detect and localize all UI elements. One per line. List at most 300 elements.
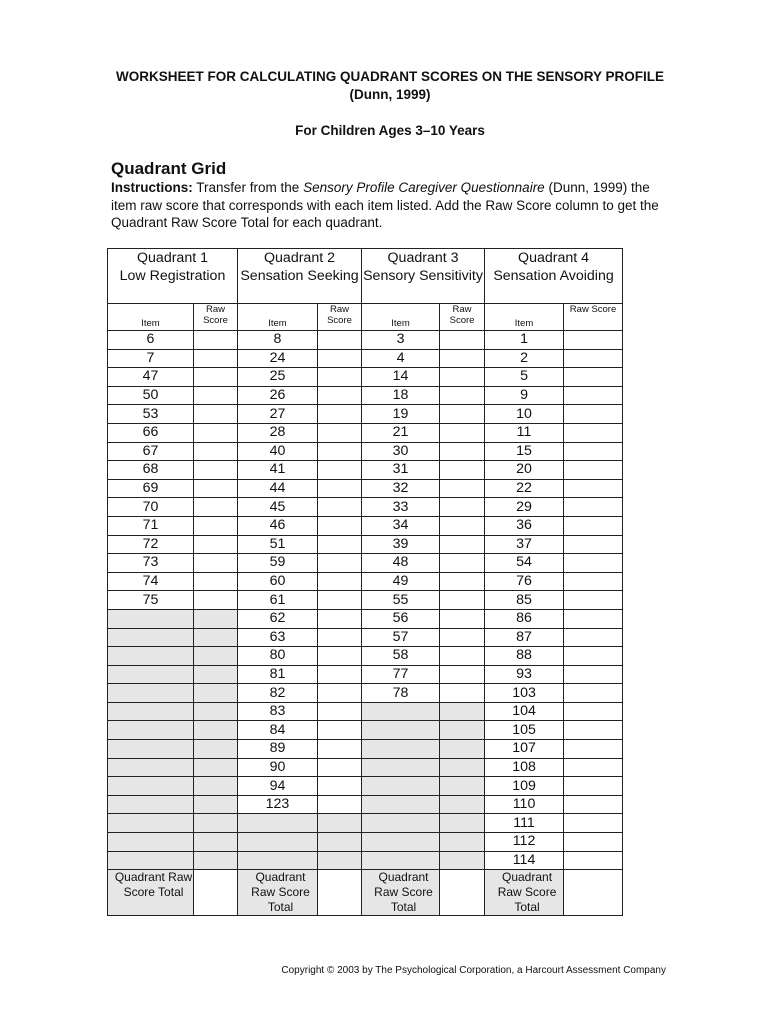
raw-score-column-header: Raw Score	[318, 304, 362, 331]
raw-score-cell	[440, 721, 485, 740]
raw-score-cell[interactable]	[564, 591, 623, 610]
raw-score-cell[interactable]	[564, 554, 623, 573]
item-cell: 55	[362, 591, 440, 610]
raw-score-cell[interactable]	[564, 331, 623, 350]
item-cell: 58	[362, 647, 440, 666]
item-cell: 90	[238, 758, 318, 777]
item-cell: 80	[238, 647, 318, 666]
raw-score-cell[interactable]	[194, 461, 238, 480]
raw-score-cell[interactable]	[440, 331, 485, 350]
table-row	[108, 628, 623, 647]
raw-score-cell[interactable]	[564, 628, 623, 647]
raw-score-cell[interactable]	[564, 535, 623, 554]
raw-score-cell[interactable]	[440, 609, 485, 628]
item-cell	[108, 814, 194, 833]
table-row	[108, 572, 623, 591]
raw-score-cell	[194, 609, 238, 628]
item-cell: 84	[238, 721, 318, 740]
item-cell: 107	[485, 740, 564, 759]
raw-score-cell[interactable]	[318, 423, 362, 442]
raw-score-cell	[194, 665, 238, 684]
item-cell: 59	[238, 554, 318, 573]
raw-score-cell[interactable]	[440, 665, 485, 684]
item-column-header: Item	[238, 304, 318, 331]
quadrant-1-header	[108, 249, 238, 304]
raw-score-cell	[194, 684, 238, 703]
item-cell: 60	[238, 572, 318, 591]
raw-score-cell	[318, 833, 362, 852]
item-cell: 39	[362, 535, 440, 554]
raw-score-cell[interactable]	[564, 442, 623, 461]
item-cell: 33	[362, 498, 440, 517]
item-cell: 83	[238, 702, 318, 721]
item-cell	[238, 833, 318, 852]
raw-score-cell[interactable]	[318, 386, 362, 405]
item-column-header: Item	[108, 304, 194, 331]
raw-score-cell[interactable]	[564, 572, 623, 591]
raw-score-cell	[318, 814, 362, 833]
raw-score-cell	[440, 851, 485, 870]
raw-score-column-header: Raw Score	[440, 304, 485, 331]
raw-score-cell[interactable]	[318, 758, 362, 777]
item-cell: 123	[238, 795, 318, 814]
table-row	[108, 386, 623, 405]
item-cell	[362, 795, 440, 814]
item-cell	[108, 777, 194, 796]
total-value-cell[interactable]	[318, 870, 362, 916]
item-cell	[108, 721, 194, 740]
item-cell: 71	[108, 516, 194, 535]
item-cell: 51	[238, 535, 318, 554]
raw-score-cell[interactable]	[564, 498, 623, 517]
item-cell: 8	[238, 331, 318, 350]
raw-score-cell[interactable]	[318, 628, 362, 647]
raw-score-cell	[440, 795, 485, 814]
item-cell: 49	[362, 572, 440, 591]
table-row	[108, 405, 623, 424]
item-cell: 4	[362, 349, 440, 368]
raw-score-cell[interactable]	[440, 386, 485, 405]
item-cell: 2	[485, 349, 564, 368]
raw-score-cell[interactable]	[564, 740, 623, 759]
item-cell: 30	[362, 442, 440, 461]
raw-score-cell[interactable]	[440, 591, 485, 610]
item-cell	[362, 777, 440, 796]
item-cell	[108, 702, 194, 721]
raw-score-cell[interactable]	[194, 516, 238, 535]
total-label: Quadrant Raw Score Total	[362, 870, 440, 916]
item-cell: 5	[485, 368, 564, 387]
item-cell	[362, 833, 440, 852]
raw-score-cell[interactable]	[318, 554, 362, 573]
total-label: Quadrant Raw Score Total	[485, 870, 564, 916]
quadrant-name: Quadrant 4	[518, 250, 590, 266]
table-row	[108, 740, 623, 759]
raw-score-cell[interactable]	[564, 423, 623, 442]
item-cell: 86	[485, 609, 564, 628]
item-cell	[362, 851, 440, 870]
table-row	[108, 777, 623, 796]
raw-score-cell[interactable]	[564, 386, 623, 405]
item-cell: 46	[238, 516, 318, 535]
raw-score-cell	[440, 814, 485, 833]
raw-score-cell[interactable]	[318, 795, 362, 814]
item-cell: 28	[238, 423, 318, 442]
item-cell: 114	[485, 851, 564, 870]
table-row	[108, 851, 623, 870]
raw-score-cell[interactable]	[440, 516, 485, 535]
worksheet-subtitle: For Children Ages 3–10 Years	[295, 123, 485, 138]
table-row	[108, 368, 623, 387]
raw-score-cell[interactable]	[194, 554, 238, 573]
item-cell	[108, 684, 194, 703]
raw-score-cell	[440, 740, 485, 759]
item-cell: 56	[362, 609, 440, 628]
raw-score-cell[interactable]	[194, 423, 238, 442]
quadrant-3-header	[362, 249, 485, 304]
item-cell: 44	[238, 479, 318, 498]
item-cell: 89	[238, 740, 318, 759]
item-cell: 82	[238, 684, 318, 703]
item-cell: 78	[362, 684, 440, 703]
item-cell	[108, 609, 194, 628]
total-value-cell[interactable]	[440, 870, 485, 916]
raw-score-cell	[194, 777, 238, 796]
raw-score-cell[interactable]	[194, 535, 238, 554]
quadrant-label: Low Registration	[119, 268, 226, 284]
item-cell: 24	[238, 349, 318, 368]
raw-score-cell[interactable]	[194, 591, 238, 610]
item-cell: 70	[108, 498, 194, 517]
item-cell: 36	[485, 516, 564, 535]
item-cell	[362, 702, 440, 721]
item-cell: 15	[485, 442, 564, 461]
item-cell: 54	[485, 554, 564, 573]
table-row	[108, 702, 623, 721]
quadrant-label: Sensation Seeking	[240, 268, 359, 284]
raw-score-cell[interactable]	[564, 349, 623, 368]
item-cell: 104	[485, 702, 564, 721]
raw-score-cell[interactable]	[194, 405, 238, 424]
table-row	[108, 665, 623, 684]
quadrant-name: Quadrant 2	[264, 250, 335, 266]
item-cell: 7	[108, 349, 194, 368]
raw-score-cell[interactable]	[318, 479, 362, 498]
item-cell: 34	[362, 516, 440, 535]
item-cell: 31	[362, 461, 440, 480]
raw-score-cell[interactable]	[318, 535, 362, 554]
item-cell: 22	[485, 479, 564, 498]
raw-score-cell[interactable]	[318, 498, 362, 517]
item-cell: 73	[108, 554, 194, 573]
raw-score-cell	[440, 777, 485, 796]
item-cell	[108, 647, 194, 666]
item-cell: 93	[485, 665, 564, 684]
raw-score-cell[interactable]	[440, 349, 485, 368]
item-cell	[362, 740, 440, 759]
raw-score-cell	[194, 795, 238, 814]
copyright: Copyright © 2003 by The Psychological Corporation, a Harcourt Assessment Company	[281, 965, 666, 976]
table-row	[108, 423, 623, 442]
item-cell: 50	[108, 386, 194, 405]
raw-score-column-header: Raw Score	[564, 304, 623, 331]
raw-score-cell[interactable]	[318, 442, 362, 461]
item-cell: 21	[362, 423, 440, 442]
raw-score-cell[interactable]	[318, 684, 362, 703]
item-cell: 85	[485, 591, 564, 610]
item-cell: 29	[485, 498, 564, 517]
raw-score-cell[interactable]	[440, 461, 485, 480]
item-cell: 111	[485, 814, 564, 833]
item-cell	[238, 814, 318, 833]
table-row	[108, 684, 623, 703]
raw-score-cell[interactable]	[440, 423, 485, 442]
raw-score-cell[interactable]	[564, 777, 623, 796]
item-cell: 20	[485, 461, 564, 480]
raw-score-cell[interactable]	[194, 331, 238, 350]
instructions-text-2: (Dunn, 1999) the item raw score that corresponds with each item listed. Add the Raw Score column to get the Quadrant Raw Score Total for each quadrant.	[111, 180, 659, 230]
raw-score-cell	[194, 647, 238, 666]
item-cell: 109	[485, 777, 564, 796]
item-cell: 67	[108, 442, 194, 461]
item-cell: 81	[238, 665, 318, 684]
raw-score-cell[interactable]	[564, 814, 623, 833]
instructions-text-1: Transfer from the	[196, 180, 300, 195]
total-value-cell[interactable]	[564, 870, 623, 916]
raw-score-cell[interactable]	[564, 647, 623, 666]
raw-score-cell	[440, 833, 485, 852]
item-cell: 40	[238, 442, 318, 461]
raw-score-cell[interactable]	[318, 572, 362, 591]
raw-score-cell[interactable]	[440, 405, 485, 424]
item-cell: 61	[238, 591, 318, 610]
table-row	[108, 331, 623, 350]
raw-score-cell[interactable]	[440, 554, 485, 573]
item-column-header: Item	[485, 304, 564, 331]
item-cell: 66	[108, 423, 194, 442]
raw-score-cell[interactable]	[318, 777, 362, 796]
raw-score-cell[interactable]	[564, 721, 623, 740]
raw-score-cell	[194, 740, 238, 759]
total-value-cell[interactable]	[194, 870, 238, 916]
item-cell: 6	[108, 331, 194, 350]
raw-score-cell[interactable]	[564, 684, 623, 703]
item-cell	[362, 758, 440, 777]
item-cell: 32	[362, 479, 440, 498]
item-cell	[108, 665, 194, 684]
raw-score-cell[interactable]	[440, 535, 485, 554]
raw-score-cell[interactable]	[318, 740, 362, 759]
table-row	[108, 461, 623, 480]
raw-score-cell[interactable]	[194, 572, 238, 591]
table-row	[108, 814, 623, 833]
total-label: Quadrant Raw Score Total	[108, 870, 194, 916]
raw-score-cell[interactable]	[194, 442, 238, 461]
raw-score-cell[interactable]	[318, 665, 362, 684]
item-cell: 18	[362, 386, 440, 405]
quadrant-2-header	[238, 249, 362, 304]
item-cell: 77	[362, 665, 440, 684]
item-cell: 48	[362, 554, 440, 573]
item-cell: 103	[485, 684, 564, 703]
item-column-header: Item	[362, 304, 440, 331]
quadrant-grid	[107, 248, 623, 916]
item-cell: 41	[238, 461, 318, 480]
table-row	[108, 349, 623, 368]
raw-score-cell	[194, 628, 238, 647]
raw-score-cell	[318, 851, 362, 870]
item-cell: 76	[485, 572, 564, 591]
raw-score-cell[interactable]	[318, 721, 362, 740]
item-cell: 14	[362, 368, 440, 387]
raw-score-cell[interactable]	[564, 833, 623, 852]
table-row	[108, 609, 623, 628]
item-cell: 27	[238, 405, 318, 424]
raw-score-cell[interactable]	[564, 609, 623, 628]
raw-score-cell	[194, 814, 238, 833]
item-cell: 11	[485, 423, 564, 442]
raw-score-cell[interactable]	[194, 349, 238, 368]
quadrant-label: Sensory Sensitivity	[363, 268, 483, 284]
raw-score-cell[interactable]	[564, 851, 623, 870]
item-cell: 110	[485, 795, 564, 814]
raw-score-cell[interactable]	[318, 591, 362, 610]
table-row	[108, 554, 623, 573]
item-cell: 37	[485, 535, 564, 554]
item-cell	[238, 851, 318, 870]
item-cell: 1	[485, 331, 564, 350]
item-cell	[108, 795, 194, 814]
item-cell: 9	[485, 386, 564, 405]
item-cell: 57	[362, 628, 440, 647]
worksheet-title: WORKSHEET FOR CALCULATING QUADRANT SCORES ON THE SENSORY PROFILE (Dunn, 1999)	[115, 69, 664, 102]
raw-score-cell[interactable]	[564, 758, 623, 777]
instructions-label: Instructions:	[111, 180, 193, 195]
table-row	[108, 479, 623, 498]
raw-score-cell[interactable]	[564, 479, 623, 498]
raw-score-cell[interactable]	[564, 405, 623, 424]
table-row	[108, 591, 623, 610]
item-cell: 94	[238, 777, 318, 796]
raw-score-cell[interactable]	[318, 647, 362, 666]
quadrant-name: Quadrant 1	[137, 250, 208, 266]
total-row	[108, 870, 623, 916]
item-cell: 75	[108, 591, 194, 610]
raw-score-cell[interactable]	[564, 702, 623, 721]
quadrant-name: Quadrant 3	[387, 250, 459, 266]
item-cell: 3	[362, 331, 440, 350]
raw-score-cell[interactable]	[440, 628, 485, 647]
item-cell: 25	[238, 368, 318, 387]
raw-score-cell	[194, 702, 238, 721]
item-cell	[108, 628, 194, 647]
item-cell: 53	[108, 405, 194, 424]
item-cell: 112	[485, 833, 564, 852]
raw-score-cell	[440, 702, 485, 721]
table-row	[108, 535, 623, 554]
item-cell	[362, 721, 440, 740]
table-row	[108, 498, 623, 517]
table-row	[108, 647, 623, 666]
raw-score-cell	[440, 758, 485, 777]
raw-score-cell	[194, 851, 238, 870]
raw-score-cell[interactable]	[440, 572, 485, 591]
raw-score-cell	[194, 833, 238, 852]
item-cell	[362, 814, 440, 833]
item-cell	[108, 740, 194, 759]
table-row	[108, 833, 623, 852]
raw-score-cell	[194, 721, 238, 740]
raw-score-cell[interactable]	[318, 368, 362, 387]
item-cell: 26	[238, 386, 318, 405]
table-row	[108, 795, 623, 814]
raw-score-cell[interactable]	[318, 461, 362, 480]
item-cell: 72	[108, 535, 194, 554]
raw-score-cell[interactable]	[564, 516, 623, 535]
item-cell	[108, 851, 194, 870]
item-cell	[108, 758, 194, 777]
item-cell: 45	[238, 498, 318, 517]
item-cell	[108, 833, 194, 852]
raw-score-cell[interactable]	[564, 795, 623, 814]
raw-score-cell[interactable]	[564, 368, 623, 387]
raw-score-cell[interactable]	[564, 665, 623, 684]
raw-score-cell[interactable]	[440, 684, 485, 703]
raw-score-cell[interactable]	[318, 331, 362, 350]
quadrant-label: Sensation Avoiding	[493, 268, 614, 284]
raw-score-cell[interactable]	[440, 368, 485, 387]
item-cell: 47	[108, 368, 194, 387]
item-cell: 19	[362, 405, 440, 424]
item-cell: 74	[108, 572, 194, 591]
item-cell: 10	[485, 405, 564, 424]
item-cell: 105	[485, 721, 564, 740]
raw-score-cell[interactable]	[194, 368, 238, 387]
item-cell: 68	[108, 461, 194, 480]
item-cell: 69	[108, 479, 194, 498]
source-title: Sensory Profile Caregiver Questionnaire	[303, 180, 545, 195]
raw-score-cell[interactable]	[194, 498, 238, 517]
raw-score-cell[interactable]	[318, 349, 362, 368]
item-cell: 87	[485, 628, 564, 647]
raw-score-cell[interactable]	[318, 702, 362, 721]
item-cell: 63	[238, 628, 318, 647]
raw-score-cell[interactable]	[318, 516, 362, 535]
table-row	[108, 758, 623, 777]
table-row	[108, 516, 623, 535]
instructions	[111, 179, 671, 232]
raw-score-cell[interactable]	[440, 498, 485, 517]
raw-score-cell[interactable]	[440, 647, 485, 666]
raw-score-cell[interactable]	[318, 609, 362, 628]
table-row	[108, 442, 623, 461]
total-label: Quadrant Raw Score Total	[238, 870, 318, 916]
grid-heading: Quadrant Grid	[111, 159, 227, 178]
table-row	[108, 721, 623, 740]
quadrant-4-header	[485, 249, 623, 304]
item-cell: 108	[485, 758, 564, 777]
item-cell: 88	[485, 647, 564, 666]
raw-score-column-header: Raw Score	[194, 304, 238, 331]
raw-score-cell[interactable]	[440, 442, 485, 461]
raw-score-cell[interactable]	[564, 461, 623, 480]
raw-score-cell[interactable]	[194, 479, 238, 498]
item-cell: 62	[238, 609, 318, 628]
raw-score-cell[interactable]	[194, 386, 238, 405]
raw-score-cell[interactable]	[318, 405, 362, 424]
raw-score-cell	[194, 758, 238, 777]
raw-score-cell[interactable]	[440, 479, 485, 498]
